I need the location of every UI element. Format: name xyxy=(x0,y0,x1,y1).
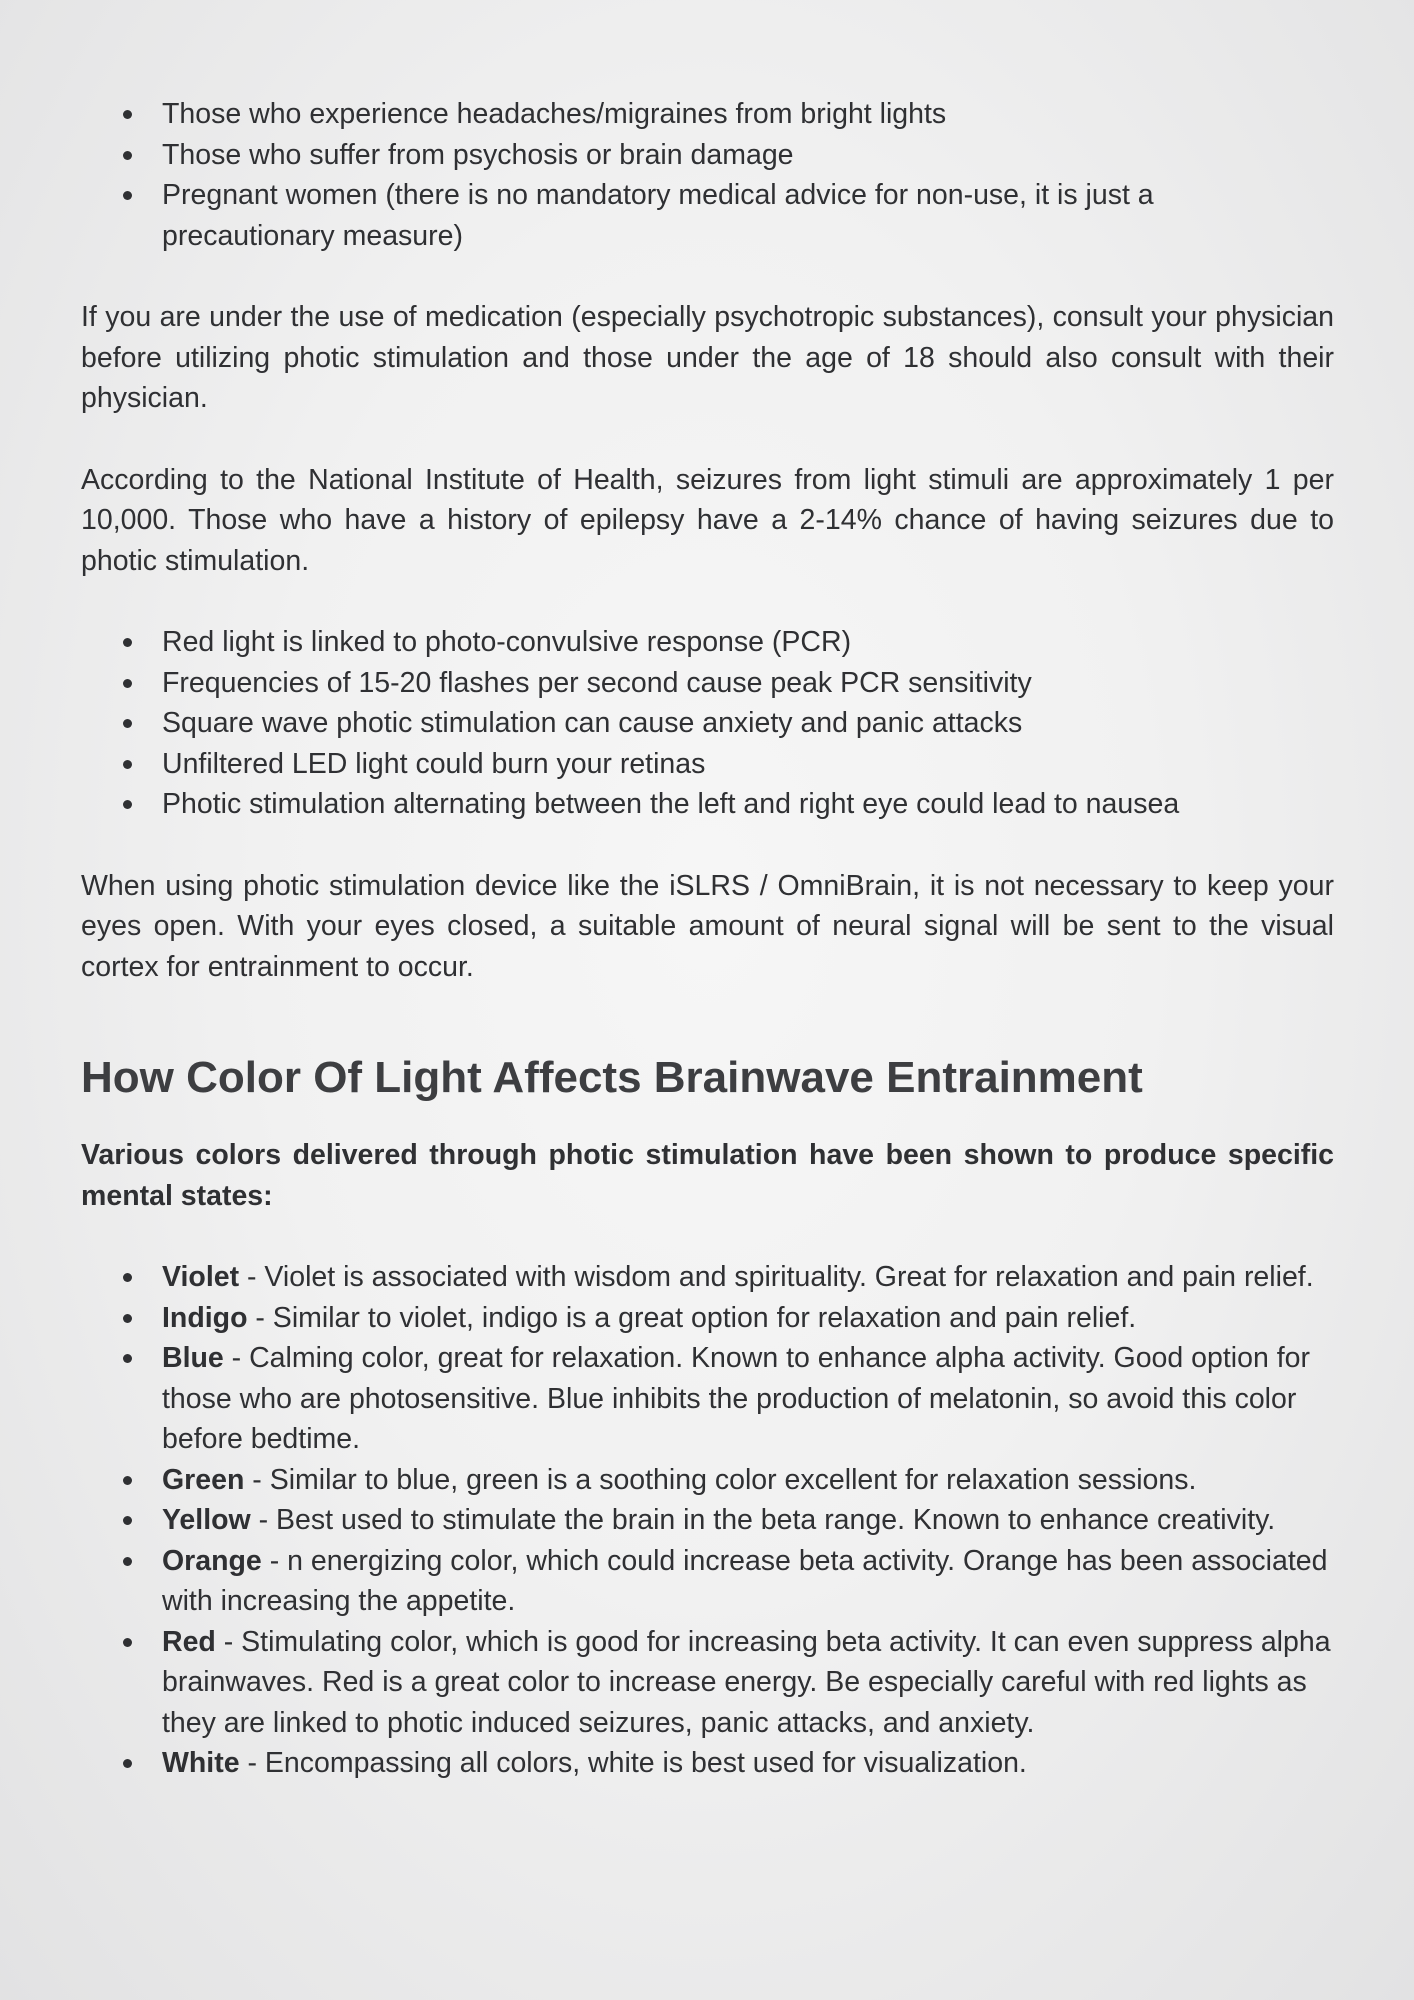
color-name: Violet xyxy=(162,1261,240,1293)
color-description: - Violet is associated with wisdom and spirituality. Great for relaxation and pain relief. xyxy=(239,1261,1314,1293)
section-heading: How Color Of Light Affects Brainwave Entrainment xyxy=(81,1053,1143,1102)
list-item: Those who suffer from psychosis or brain damage xyxy=(81,135,1334,176)
color-description: - Best used to stimulate the brain in the beta range. Known to enhance creativity. xyxy=(250,1504,1276,1536)
color-item-violet xyxy=(81,1257,1334,1298)
color-item-indigo xyxy=(81,1298,1334,1339)
list-item: Those who experience headaches/migraines from bright lights xyxy=(81,94,1334,135)
list-item: Square wave photic stimulation can cause anxiety and panic attacks xyxy=(81,703,1334,744)
color-description: - n energizing color, which could increase beta activity. Orange has been associated with increasing the appetite. xyxy=(162,1544,1328,1617)
list-item: Pregnant women (there is no mandatory medical advice for non-use, it is just a precautionary measure) xyxy=(81,175,1334,256)
list-item: Red light is linked to photo-convulsive response (PCR) xyxy=(81,622,1334,663)
color-name: Green xyxy=(162,1463,245,1496)
color-name: White xyxy=(162,1747,240,1779)
color-item-red xyxy=(81,1622,1334,1744)
risk-list xyxy=(81,622,1334,825)
color-item-orange xyxy=(81,1541,1334,1622)
list-item: Frequencies of 15-20 flashes per second cause peak PCR sensitivity xyxy=(81,663,1334,704)
precaution-list xyxy=(81,94,1334,256)
color-item-blue xyxy=(81,1338,1334,1460)
color-item-green xyxy=(81,1460,1334,1501)
document-page xyxy=(81,94,1334,1784)
color-item-white xyxy=(81,1743,1334,1784)
color-list xyxy=(81,1257,1334,1784)
color-name: Indigo xyxy=(162,1301,248,1334)
color-name: Blue xyxy=(162,1342,224,1374)
list-item: Unfiltered LED light could burn your retinas xyxy=(81,744,1334,785)
device-paragraph: When using photic stimulation device like the iSLRS / OmniBrain, it is not necessary to keep your eyes open. With your eyes closed, a suitable amount of neural signal will be sent to the visual cortex for entrainment to occur. xyxy=(81,869,1334,983)
color-item-yellow xyxy=(81,1500,1334,1541)
list-item: Photic stimulation alternating between the left and right eye could lead to nausea xyxy=(81,784,1334,825)
color-description: - Calming color, great for relaxation. Known to enhance alpha activity. Good option for those who are photosensitive. Blue inhibits the production of melatonin, so avoid this color before bedtime. xyxy=(162,1342,1311,1455)
section-lead: Various colors delivered through photic stimulation have been shown to produce specific mental states: xyxy=(81,1139,1334,1212)
color-description: - Encompassing all colors, white is best used for visualization. xyxy=(239,1747,1027,1779)
color-description: - Similar to blue, green is a soothing color excellent for relaxation sessions. xyxy=(244,1463,1197,1496)
color-name: Red xyxy=(162,1625,216,1658)
color-name: Yellow xyxy=(162,1504,251,1536)
color-name: Orange xyxy=(162,1544,262,1577)
color-description: - Stimulating color, which is good for increasing beta activity. It can even suppress alpha brainwaves. Red is a great color to increase energy. Be especially careful with red lights as they are linked to photic induced seizures, panic attacks, and anxiety. xyxy=(162,1625,1331,1739)
color-description: - Similar to violet, indigo is a great option for relaxation and pain relief. xyxy=(247,1301,1137,1334)
medication-paragraph: If you are under the use of medication (especially psychotropic substances), consult your physician before utilizing photic stimulation and those under the age of 18 should also consult with their physician. xyxy=(81,301,1334,414)
statistics-paragraph: According to the National Institute of Health, seizures from light stimuli are approximately 1 per 10,000. Those who have a history of epilepsy have a 2-14% chance of having seizures due to photic stimulation. xyxy=(81,463,1334,577)
